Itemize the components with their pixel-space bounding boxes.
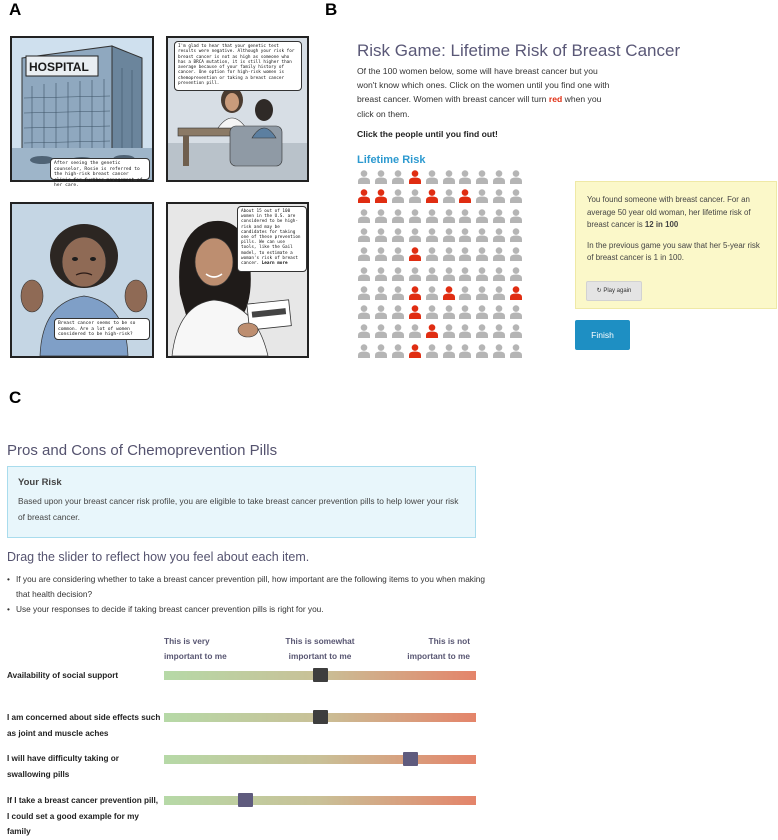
person-icon[interactable] <box>374 305 388 319</box>
person-icon[interactable] <box>425 344 439 358</box>
game-title: Risk Game: Lifetime Risk of Breast Cancer <box>357 41 681 60</box>
person-icon-red[interactable] <box>509 286 523 300</box>
person-grid <box>357 170 527 360</box>
person-icon[interactable] <box>442 228 456 242</box>
person-icon[interactable] <box>374 344 388 358</box>
person-icon[interactable] <box>492 247 506 261</box>
comic-bubble-statistics-text: About 15 out of 100 women in the U.S. are considered to be high-risk and may be candidates for taking one of these prevention pills. We can use tools, like the Gail model, to estimate a woman's risk of breast cancer. <box>241 209 301 267</box>
person-icon[interactable] <box>425 305 439 319</box>
person-icon-red[interactable] <box>458 189 472 203</box>
slider-handle[interactable] <box>313 710 328 724</box>
person-icon[interactable] <box>475 344 489 358</box>
person-icon[interactable] <box>458 305 472 319</box>
slider-handle[interactable] <box>313 668 328 682</box>
person-icon[interactable] <box>408 209 422 223</box>
person-icon-red[interactable] <box>408 344 422 358</box>
person-icon-red[interactable] <box>374 189 388 203</box>
person-icon[interactable] <box>357 209 371 223</box>
person-icon[interactable] <box>425 286 439 300</box>
person-icon[interactable] <box>391 170 405 184</box>
person-icon-red[interactable] <box>425 324 439 338</box>
person-icon[interactable] <box>391 324 405 338</box>
person-icon-red[interactable] <box>408 286 422 300</box>
scale-label-very <box>164 634 227 663</box>
person-icon-red[interactable] <box>408 247 422 261</box>
person-icon[interactable] <box>408 228 422 242</box>
person-icon[interactable] <box>391 344 405 358</box>
item-label-side-effects: I am concerned about side effects such as joint and muscle aches <box>7 713 161 738</box>
your-risk-text: Based upon your breast cancer risk profile, you are eligible to take breast cancer prevention pills to help lower your risk of breast cancer. <box>18 496 459 522</box>
person-icon[interactable] <box>425 170 439 184</box>
hospital-sign: HOSPITAL <box>29 60 89 74</box>
person-icon[interactable] <box>374 247 388 261</box>
person-icon[interactable] <box>391 228 405 242</box>
game-description <box>357 64 619 121</box>
scale-label-somewhat-l2: important to me <box>288 650 352 661</box>
person-icon[interactable] <box>391 305 405 319</box>
person-icon[interactable] <box>391 286 405 300</box>
person-icon[interactable] <box>391 189 405 203</box>
panel-label-c: C <box>9 388 22 407</box>
person-icon[interactable] <box>357 286 371 300</box>
panel-label-a: A <box>9 0 22 19</box>
person-icon[interactable] <box>509 305 523 319</box>
item-label-swallowing-pills: I will have difficulty taking or swallowing pills <box>7 754 119 779</box>
slider-swallowing-pills[interactable] <box>164 755 476 764</box>
pros-cons-title: Pros and Cons of Chemoprevention Pills <box>7 442 278 459</box>
game-description-text: Of the 100 women below, some will have breast cancer but you won't know which ones. Click on the women until you find one with breast cancer. Women with breast cancer will turn <box>357 66 610 105</box>
person-icon[interactable] <box>509 209 523 223</box>
person-icon[interactable] <box>475 286 489 300</box>
person-icon[interactable] <box>458 209 472 223</box>
person-icon[interactable] <box>492 170 506 184</box>
panel-label-b: B <box>325 0 338 19</box>
person-icon[interactable] <box>442 324 456 338</box>
slider-handle[interactable] <box>403 752 418 766</box>
scale-label-very-l2: important to me <box>164 650 227 661</box>
person-icon[interactable] <box>509 228 523 242</box>
person-icon[interactable] <box>425 228 439 242</box>
person-icon[interactable] <box>374 209 388 223</box>
person-icon[interactable] <box>408 267 422 281</box>
person-icon[interactable] <box>425 209 439 223</box>
person-icon-red[interactable] <box>408 170 422 184</box>
item-label-good-example: If I take a breast cancer prevention pill, I could set a good example for my family <box>7 796 159 836</box>
person-icon[interactable] <box>492 267 506 281</box>
slider-handle[interactable] <box>238 793 253 807</box>
person-icon[interactable] <box>492 286 506 300</box>
learn-more-link[interactable]: Learn more <box>261 261 288 267</box>
comic-bubble-statistics <box>237 206 307 272</box>
person-icon[interactable] <box>442 305 456 319</box>
person-icon[interactable] <box>475 247 489 261</box>
person-icon[interactable] <box>509 344 523 358</box>
person-icon[interactable] <box>374 267 388 281</box>
person-icon-red[interactable] <box>357 189 371 203</box>
person-icon[interactable] <box>492 305 506 319</box>
person-icon[interactable] <box>442 344 456 358</box>
person-icon[interactable] <box>475 324 489 338</box>
person-icon[interactable] <box>408 324 422 338</box>
person-icon[interactable] <box>357 267 371 281</box>
person-icon[interactable] <box>509 170 523 184</box>
refresh-icon: ↻ <box>596 288 602 294</box>
scale-label-very-l1: This is very <box>164 636 210 646</box>
result-box <box>575 181 777 309</box>
lifetime-risk-label: Lifetime Risk <box>357 154 426 166</box>
scale-label-not <box>376 634 470 663</box>
person-icon[interactable] <box>475 170 489 184</box>
person-icon[interactable] <box>408 189 422 203</box>
comic-bubble-doctor: I'm glad to hear that your genetic test results were negative. Although your risk for breast cancer is not as high as someone who has a BRCA mutation, it is still higher than average because of your family history of cancer. One option for high-risk women is chemoprevention or taking a breast cancer prevention pill. <box>174 41 302 91</box>
result-value: 12 in 100 <box>644 220 679 229</box>
person-icon[interactable] <box>425 247 439 261</box>
result-text-1-body: You found someone with breast cancer. For an average 50 year old woman, her lifetime risk of breast cancer is <box>587 195 751 229</box>
person-icon[interactable] <box>374 286 388 300</box>
finish-button[interactable]: Finish <box>575 320 630 350</box>
person-icon[interactable] <box>475 189 489 203</box>
person-icon[interactable] <box>357 247 371 261</box>
person-icon[interactable] <box>442 170 456 184</box>
person-icon[interactable] <box>357 305 371 319</box>
instruction-text-1: If you are considering whether to take a breast cancer prevention pill, how important are the following items to you when making that health decision? <box>16 574 486 599</box>
person-icon[interactable] <box>458 267 472 281</box>
person-icon[interactable] <box>492 189 506 203</box>
bullet-icon: • <box>7 574 10 584</box>
person-icon[interactable] <box>492 324 506 338</box>
person-icon[interactable] <box>391 209 405 223</box>
person-icon[interactable] <box>509 247 523 261</box>
person-icon[interactable] <box>509 267 523 281</box>
slider-good-example[interactable] <box>164 796 476 805</box>
person-icon[interactable] <box>357 344 371 358</box>
play-again-button[interactable] <box>586 281 642 301</box>
person-icon[interactable] <box>475 305 489 319</box>
person-icon[interactable] <box>442 189 456 203</box>
person-icon[interactable] <box>475 209 489 223</box>
person-icon[interactable] <box>475 267 489 281</box>
person-icon[interactable] <box>458 247 472 261</box>
person-icon[interactable] <box>357 170 371 184</box>
scale-label-not-l2: important to me <box>407 650 470 661</box>
person-icon[interactable] <box>458 324 472 338</box>
comic-caption-1: After seeing the genetic counselor, Rosie is referred to the high-risk breast cancer clinic for further management of her care. <box>50 158 150 180</box>
instruction-item-2 <box>7 602 487 617</box>
person-icon[interactable] <box>374 170 388 184</box>
instruction-list <box>7 572 487 617</box>
scale-label-somewhat <box>272 634 368 663</box>
person-icon[interactable] <box>458 344 472 358</box>
comic-panel-doctor <box>166 36 309 182</box>
person-icon-red[interactable] <box>442 286 456 300</box>
person-icon[interactable] <box>509 189 523 203</box>
person-icon-red[interactable] <box>425 189 439 203</box>
person-icon[interactable] <box>492 209 506 223</box>
play-again-label: Play again <box>603 288 632 294</box>
person-icon[interactable] <box>374 324 388 338</box>
result-text-2: In the previous game you saw that her 5-year risk of breast cancer is 1 in 100. <box>587 240 760 262</box>
item-label-social-support: Availability of social support <box>7 671 119 680</box>
scale-label-not-l1: This is not <box>428 636 470 646</box>
scale-label-somewhat-l1: This is somewhat <box>285 636 355 646</box>
comic-bubble-woman: Breast cancer seems to be so common. Are a lot of women considered to be high-risk? <box>54 318 150 340</box>
slider-side-effects[interactable] <box>164 713 476 722</box>
instruction-item-1 <box>7 572 487 602</box>
game-description-red: red <box>548 94 563 105</box>
person-icon[interactable] <box>458 228 472 242</box>
person-icon[interactable] <box>492 344 506 358</box>
your-risk-box <box>7 466 476 538</box>
instruction-text-2: Use your responses to decide if taking breast cancer prevention pills is right for you. <box>16 604 324 614</box>
comic-panel-hospital <box>10 36 154 189</box>
person-icon[interactable] <box>391 267 405 281</box>
person-icon[interactable] <box>442 247 456 261</box>
person-icon[interactable] <box>509 324 523 338</box>
person-icon[interactable] <box>357 324 371 338</box>
person-icon[interactable] <box>391 247 405 261</box>
comic-panel-woman <box>10 202 154 358</box>
game-description-end: when you click on them. <box>357 94 602 119</box>
drag-slider-heading: Drag the slider to reflect how you feel about each item. <box>7 550 310 564</box>
your-risk-heading: Your Risk <box>18 477 62 488</box>
person-icon[interactable] <box>458 286 472 300</box>
click-prompt: Click the people until you find out! <box>357 129 498 139</box>
bullet-icon: • <box>7 604 10 614</box>
person-icon[interactable] <box>442 267 456 281</box>
person-icon[interactable] <box>475 228 489 242</box>
person-icon[interactable] <box>425 267 439 281</box>
result-text-1 <box>587 194 766 232</box>
person-icon-red[interactable] <box>408 305 422 319</box>
person-icon[interactable] <box>458 170 472 184</box>
person-icon[interactable] <box>492 228 506 242</box>
person-icon[interactable] <box>442 209 456 223</box>
person-icon[interactable] <box>374 228 388 242</box>
person-icon[interactable] <box>357 228 371 242</box>
slider-social-support[interactable] <box>164 671 476 680</box>
comic-panel-doctor-card <box>166 202 309 358</box>
